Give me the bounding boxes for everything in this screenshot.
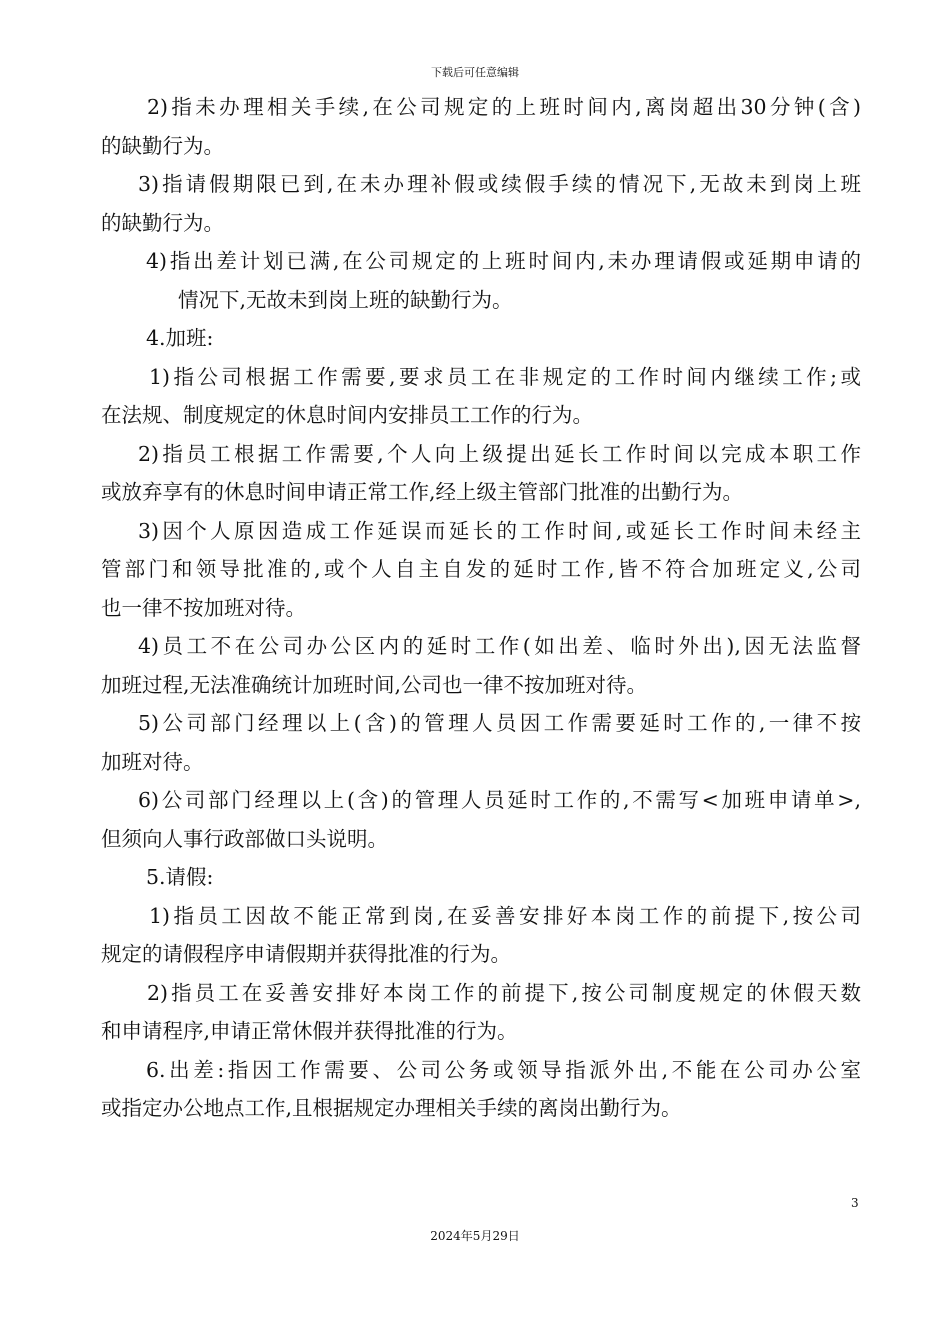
footer-date: [0, 1229, 950, 1243]
paragraph-line: 但须向人事行政部做口头说明。: [101, 826, 388, 851]
paragraph-line: 或放弃享有的休息时间申请正常工作,经上级主管部门批准的出勤行为。: [101, 480, 744, 504]
heading-overtime: [101, 319, 861, 358]
document-body: [101, 88, 861, 1128]
paragraph-line: 2)指员工根据工作需要,个人向上级提出延长工作时间以完成本职工作: [138, 441, 861, 466]
paragraph-line: 的缺勤行为。: [101, 133, 224, 158]
section-heading: 4.加班:: [146, 326, 214, 350]
paragraph-line: 6)公司部门经理以上(含)的管理人员延时工作的,不需写<加班申请单>,: [138, 788, 861, 812]
paragraph-line: 规定的请假程序申请假期并获得批准的行为。: [101, 942, 511, 966]
paragraph-leave-1: [101, 897, 861, 974]
footer-date-text: 2024年5月29日: [430, 1229, 520, 1243]
paragraph-line: 的缺勤行为。: [101, 210, 224, 235]
paragraph-line: 3)指请假期限已到,在未办理补假或续假手续的情况下,无故未到岗上班: [138, 172, 861, 196]
paragraph-overtime-5: [101, 704, 861, 781]
heading-leave: [101, 858, 861, 897]
paragraph-line: 4)指出差计划已满,在公司规定的上班时间内,未办理请假或延期申请的: [146, 249, 861, 273]
paragraph-line: 6.出差:指因工作需要、公司公务或领导指派外出,不能在公司办公室: [146, 1057, 861, 1082]
paragraph-overtime-4: [101, 627, 861, 704]
paragraph-line: 管部门和领导批准的,或个人自主自发的延时工作,皆不符合加班定义,公司: [101, 557, 861, 581]
header-text: 下载后可任意编辑: [431, 66, 519, 79]
paragraph-overtime-1: [101, 358, 861, 435]
paragraph-overtime-6: [101, 781, 861, 858]
paragraph-overtime-2: [101, 435, 861, 512]
paragraph-line: 加班对待。: [101, 749, 204, 774]
paragraph-absence-2: [101, 88, 861, 165]
page-number: 3: [851, 1196, 859, 1210]
paragraph-line: 和申请程序,申请正常休假并获得批准的行为。: [101, 1019, 518, 1043]
paragraph-line: 1)指公司根据工作需要,要求员工在非规定的工作时间内继续工作;或: [149, 364, 861, 389]
paragraph-leave-2: [101, 974, 861, 1051]
paragraph-line: 1)指员工因故不能正常到岗,在妥善安排好本岗工作的前提下,按公司: [149, 903, 861, 928]
paragraph-line: 或指定办公地点工作,且根据规定办理相关手续的离岗出勤行为。: [101, 1096, 682, 1120]
paragraph-overtime-3: [101, 512, 861, 628]
paragraph-business-trip: [101, 1051, 861, 1128]
paragraph-line: 4)员工不在公司办公区内的延时工作(如出差、临时外出),因无法监督: [138, 634, 861, 658]
paragraph-line: 加班过程,无法准确统计加班时间,公司也一律不按加班对待。: [101, 672, 648, 697]
page-header: [0, 66, 950, 80]
paragraph-line: 在法规、制度规定的休息时间内安排员工工作的行为。: [101, 403, 593, 427]
paragraph-line: 情况下,无故未到岗上班的缺勤行为。: [178, 287, 513, 312]
paragraph-absence-3: [101, 165, 861, 242]
section-heading: 5.请假:: [146, 865, 214, 889]
paragraph-line: 2)指员工在妥善安排好本岗工作的前提下,按公司制度规定的休假天数: [147, 980, 861, 1005]
paragraph-absence-4: [101, 242, 861, 319]
paragraph-line: 3)因个人原因造成工作延误而延长的工作时间,或延长工作时间未经主: [138, 518, 861, 543]
paragraph-line: 2)指未办理相关手续,在公司规定的上班时间内,离岗超出30分钟(含): [147, 95, 861, 119]
paragraph-line: 也一律不按加班对待。: [101, 595, 306, 620]
paragraph-line: 5)公司部门经理以上(含)的管理人员因工作需要延时工作的,一律不按: [138, 711, 861, 735]
